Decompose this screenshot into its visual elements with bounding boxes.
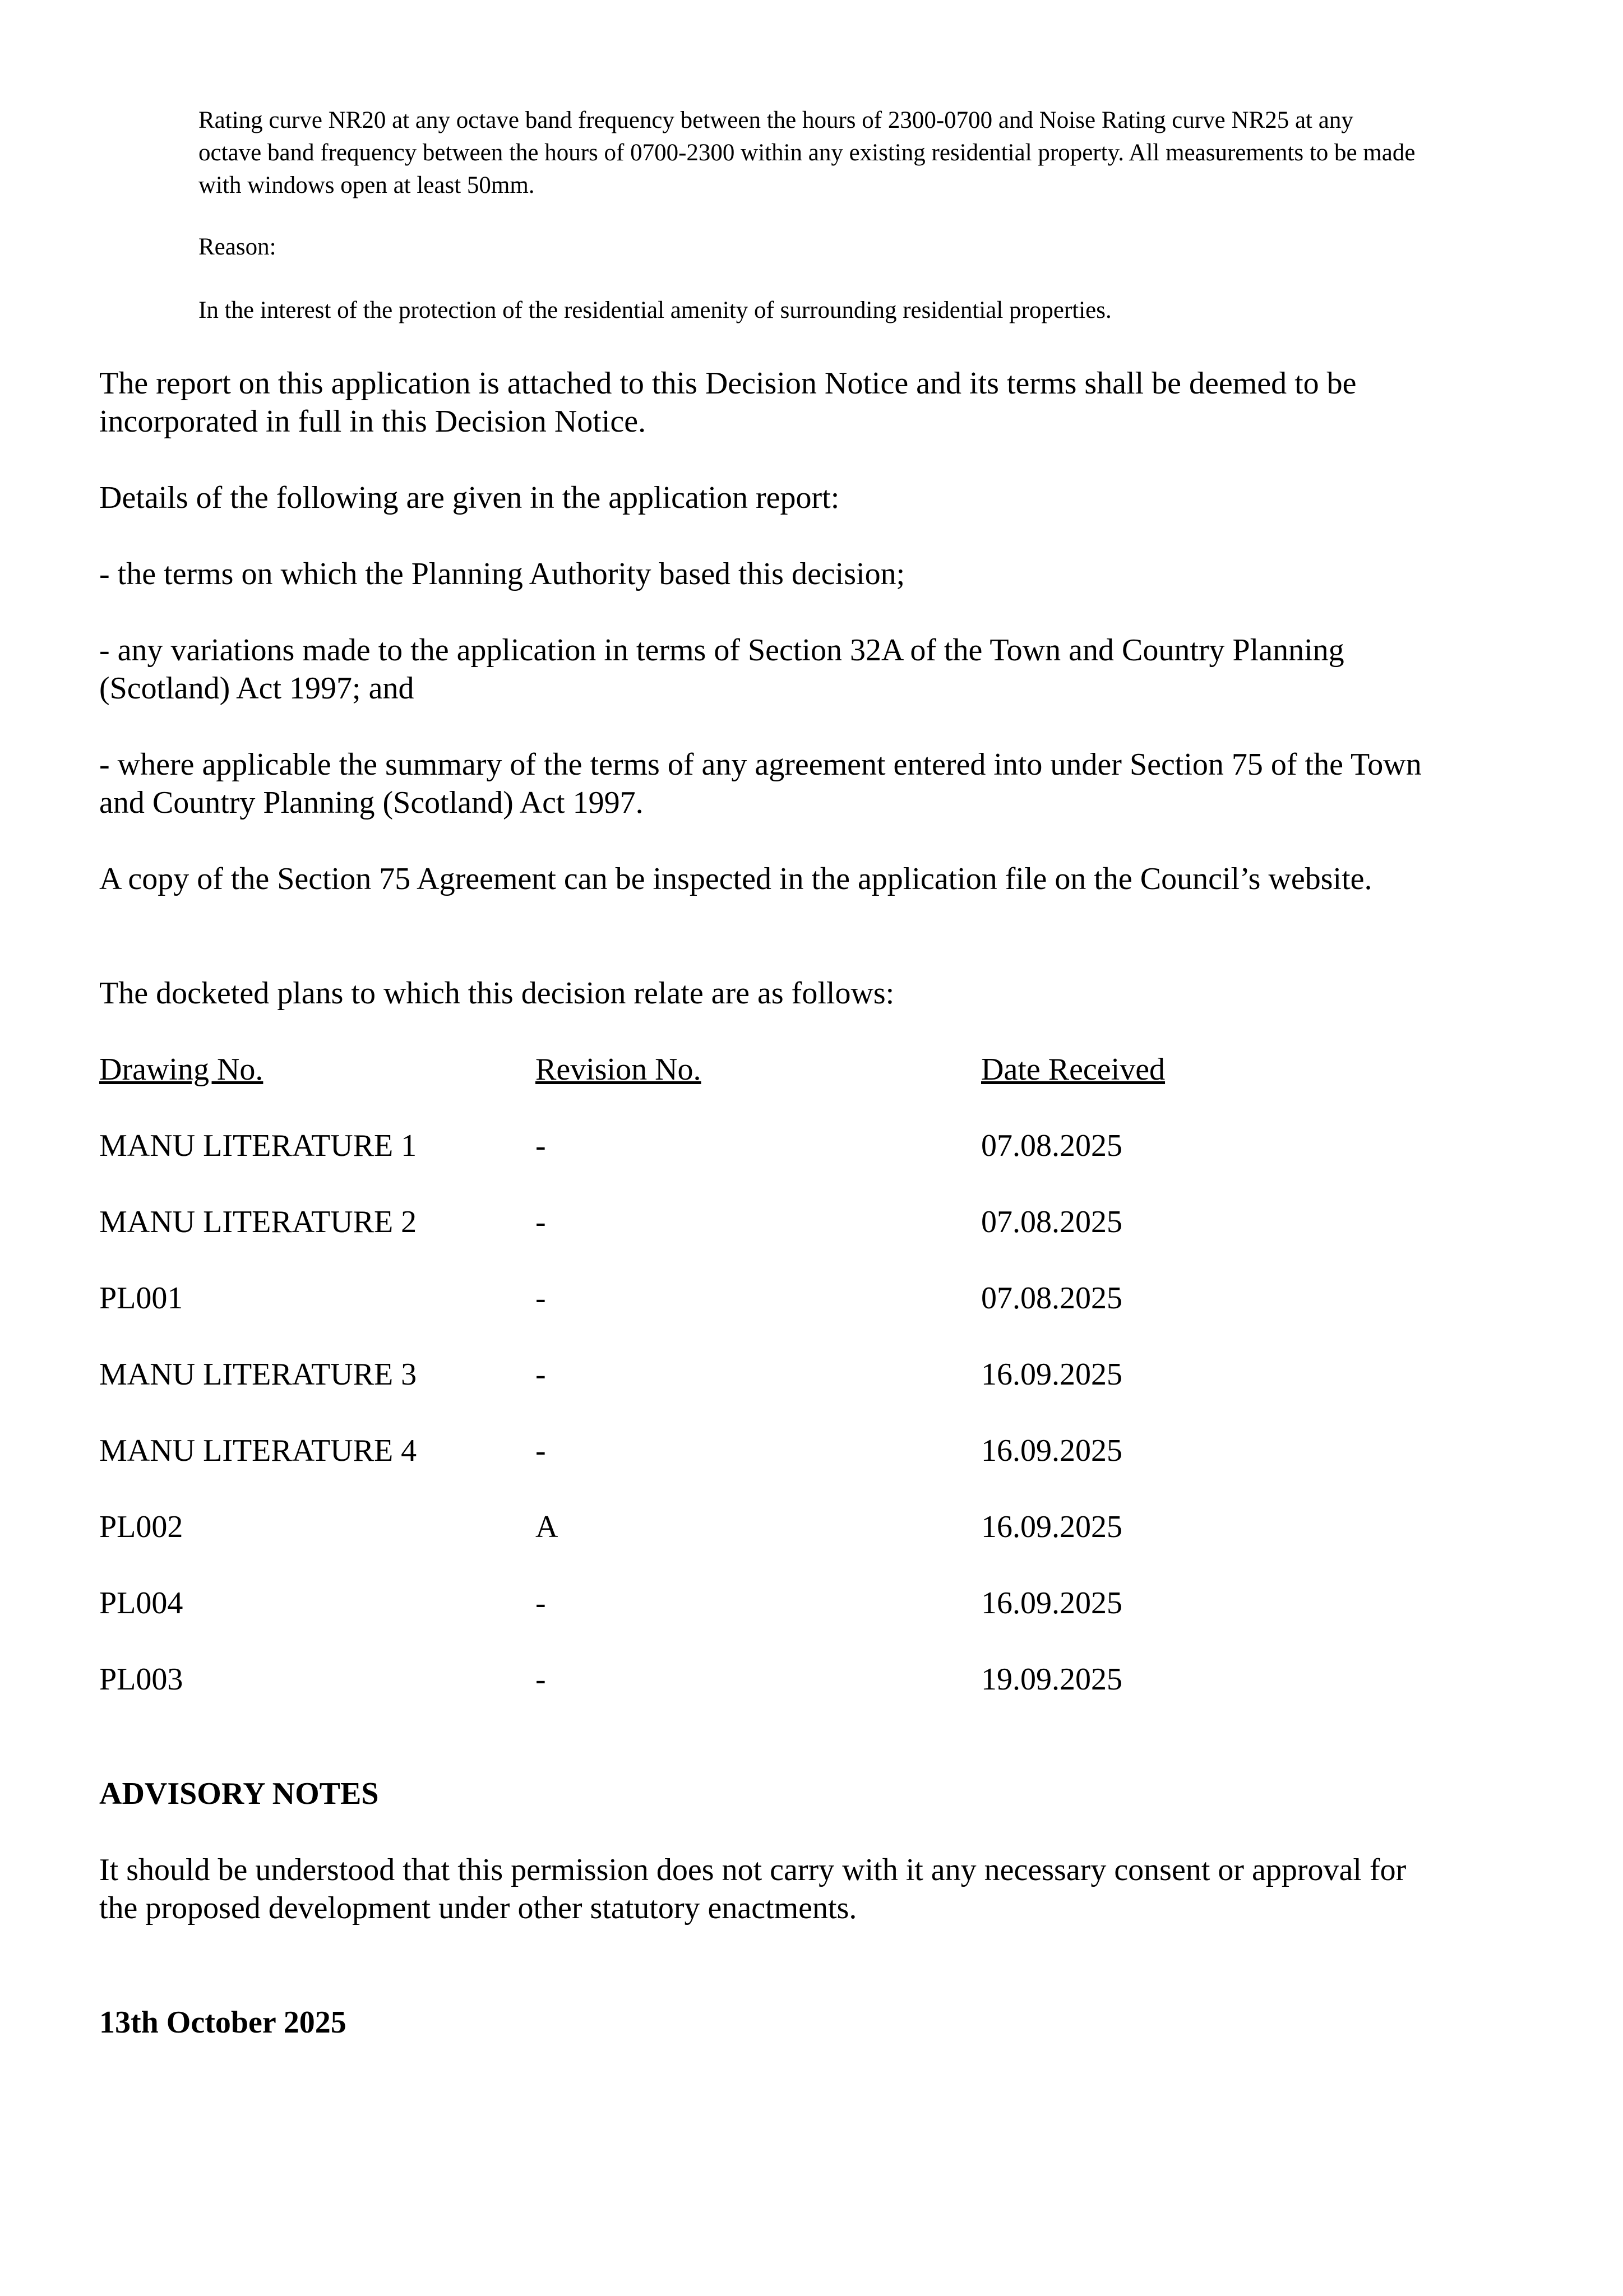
date-received-cell: 07.08.2025 (981, 1205, 1122, 1239)
date-received-cell: 19.09.2025 (981, 1662, 1122, 1697)
revision-no-cell: - (535, 1586, 546, 1621)
section75-paragraph: A copy of the Section 75 Agreement can be inspected in the application file on the Council’s website. (99, 862, 1372, 896)
details-intro-paragraph: Details of the following are given in the application report: (99, 480, 840, 515)
drawing-no-cell: PL004 (99, 1586, 183, 1621)
revision-no-cell: - (535, 1433, 546, 1468)
advisory-notes-heading: ADVISORY NOTES (99, 1776, 379, 1811)
revision-no-cell: - (535, 1205, 546, 1239)
revision-no-cell: - (535, 1281, 546, 1316)
condition-text: Rating curve NR20 at any octave band frequency between the hours of 2300-0700 and Noise Rating curve NR25 at any octave band frequency between the hours of 0700-2300 within any existing residential property. All measurements to be made with windows open at least 50mm. (198, 107, 1416, 198)
plans-intro-paragraph: The docketed plans to which this decision relate are as follows: (99, 976, 895, 1011)
date-received-cell: 16.09.2025 (981, 1510, 1122, 1544)
report-attached-paragraph: The report on this application is attached to this Decision Notice and its terms shall be deemed to be incorporated in full in this Decision Notice. (99, 366, 1357, 439)
header-date-received: Date Received (981, 1052, 1166, 1087)
revision-no-cell: - (535, 1357, 546, 1392)
drawing-no-cell: MANU LITERATURE 4 (99, 1433, 417, 1468)
revision-no-cell: A (535, 1510, 558, 1544)
drawing-no-cell: MANU LITERATURE 3 (99, 1357, 417, 1392)
date-received-cell: 07.08.2025 (981, 1128, 1122, 1163)
bullet-section75-summary: - where applicable the summary of the terms of any agreement entered into under Section 75 of the Town and Country Planning (Scotland) Act 1997. (99, 747, 1422, 820)
date-received-cell: 07.08.2025 (981, 1281, 1122, 1316)
date-received-cell: 16.09.2025 (981, 1586, 1122, 1621)
revision-no-cell: - (535, 1662, 546, 1697)
advisory-notes-text: It should be understood that this permission does not carry with it any necessary consent or approval for the proposed development under other statutory enactments. (99, 1853, 1407, 1925)
date-received-cell: 16.09.2025 (981, 1357, 1122, 1392)
drawing-no-cell: PL001 (99, 1281, 183, 1316)
header-revision-no: Revision No. (535, 1052, 701, 1087)
revision-no-cell: - (535, 1128, 546, 1163)
drawing-no-cell: PL002 (99, 1510, 183, 1544)
decision-date: 13th October 2025 (99, 2005, 346, 2040)
drawing-no-cell: MANU LITERATURE 1 (99, 1128, 417, 1163)
date-received-cell: 16.09.2025 (981, 1433, 1122, 1468)
drawing-no-cell: MANU LITERATURE 2 (99, 1205, 417, 1239)
reason-text: In the interest of the protection of the residential amenity of surrounding residential properties. (198, 297, 1112, 323)
bullet-variations: - any variations made to the application in terms of Section 32A of the Town and Country Planning (Scotland) Act 1997; and (99, 633, 1344, 706)
reason-label: Reason: (198, 234, 276, 260)
drawing-no-cell: PL003 (99, 1662, 183, 1697)
header-drawing-no: Drawing No. (99, 1052, 263, 1087)
bullet-terms: - the terms on which the Planning Authority based this decision; (99, 557, 905, 591)
